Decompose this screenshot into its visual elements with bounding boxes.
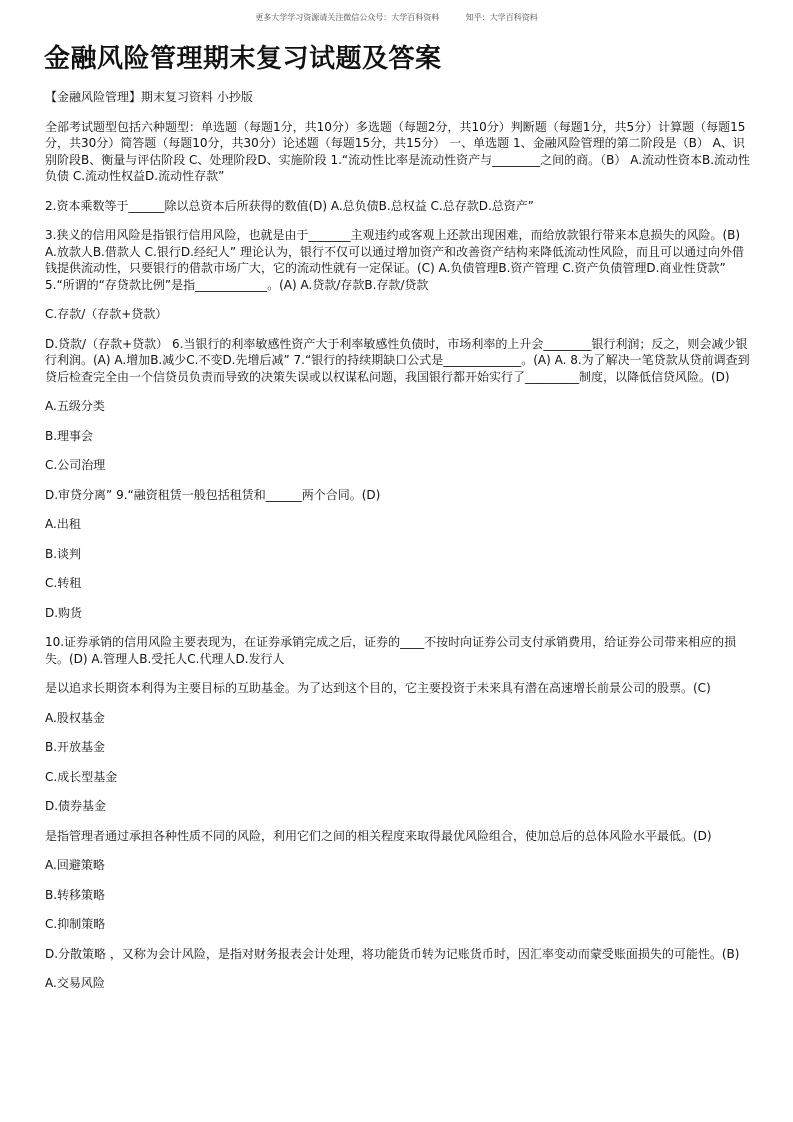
paragraph: D.贷款/（存款+贷款） 6.当银行的利率敏感性资产大于利率敏感性负债时，市场利率的上升会________银行利润；反之，则会减少银行利润。(A) A.增加B.减少C.不变D.先增后减” 7.“银行的持续期缺口公式是_____________。(A) A. 8.为了解决一笔贷款从贷前调查到贷后检查完全由一个信贷员负责而导致的决策失误或以权谋私问题，我国银行都开始实行了_________制度，以降低信贷风险。(D) [45, 336, 750, 384]
paragraph: C.存款/（存款+贷款） [45, 307, 168, 321]
paragraph: 10.证券承销的信用风险主要表现为，在证券承销完成之后，证券的____不按时向证券公司支付承销费用，给证券公司带来相应的损失。(D) A.管理人B.受托人C.代理人D.发行人 [45, 635, 737, 666]
paragraph: D.审贷分离” 9.“融资租赁一般包括租赁和______两个合同。(D) [45, 487, 381, 502]
paragraph: 是以追求长期资本利得为主要目标的互助基金。为了达到这个目的，它主要投资于未来具有潜在高速增长前景公司的股票。(C) [45, 681, 711, 695]
paragraph: D.债券基金 [45, 799, 107, 813]
header-zhihu-note: 知乎：大学百科资料 [465, 13, 538, 22]
paragraph: B.理事会 [45, 428, 94, 443]
paragraph: 2.资本乘数等于______除以总资本后所获得的数值(D) A.总负债B.总权益 C.总存款D.总资产” [45, 198, 535, 213]
paragraph: 3.狭义的信用风险是指银行信用风险，也就是由于_______主观违约或客观上还款出现困难，而给放款银行带来本息损失的风险。(B) A.放款人B.借款人 C.银行D.经纪人” 理论认为，银行不仅可以通过增加资产和改善资产结构来降低流动性风险，而且可以通过向外借钱提供流动性，只要银行的借款市场广大，它的流动性就有一定保证。(C) A.负债管理B.资产管理 C.资产负债管理D.商业性贷款” 5.“所谓的“存贷款比例”是指____________。(A) A.贷款/存款B.存款/贷款 [45, 228, 744, 292]
paragraph: C.公司治理 [45, 458, 106, 472]
paragraph: D.购货 [45, 605, 83, 620]
paragraph: B.开放基金 [45, 740, 106, 754]
paragraph: 全部考试题型包括六种题型：单选题（每题1分，共10分）多选题（每题2分，共10分）判断题（每题1分，共5分）计算题（每题15分，共30分）简答题（每题10分，共30分）论述题（每题15分，共15分） 一、单选题 1、金融风险管理的第二阶段是（B） A、识别阶段B、衡量与评估阶段 C、处理阶段D、实施阶段 1.“流动性比率是流动性资产与________之间的商。（B） A.流动性资本B.流动性负债 C.流动性权益D.流动性存款” [45, 119, 751, 183]
paragraph: C.转租 [45, 576, 82, 590]
paragraph: B.谈判 [45, 546, 82, 561]
paragraph: 是指管理者通过承担各种性质不同的风险，利用它们之间的相关程度来取得最优风险组合，使加总后的总体风险水平最低。(D) [45, 828, 712, 843]
paragraph: 【金融风险管理】期末复习资料 小抄版 [45, 90, 253, 104]
paragraph: A.回避策略 [45, 858, 105, 872]
paragraph: A.五级分类 [45, 399, 105, 413]
header-wechat-note: 更多大学学习资源请关注微信公众号：大学百科资料 [255, 13, 440, 22]
paragraph: D.分散策略 ，又称为会计风险，是指对财务报表会计处理，将功能货币转为记账货币时，因汇率变动而蒙受账面损失的可能性。(B) [45, 946, 740, 961]
paragraph: B.转移策略 [45, 887, 106, 902]
page-header [0, 12, 793, 23]
paragraph: A.交易风险 [45, 976, 105, 990]
paragraph: C.抑制策略 [45, 917, 106, 931]
document-title: 金融风险管理期末复习试题及答案 [44, 44, 442, 74]
paragraph: A.出租 [45, 517, 81, 531]
document-body [45, 89, 751, 1005]
paragraph: A.股权基金 [45, 710, 105, 725]
paragraph: C.成长型基金 [45, 769, 118, 784]
